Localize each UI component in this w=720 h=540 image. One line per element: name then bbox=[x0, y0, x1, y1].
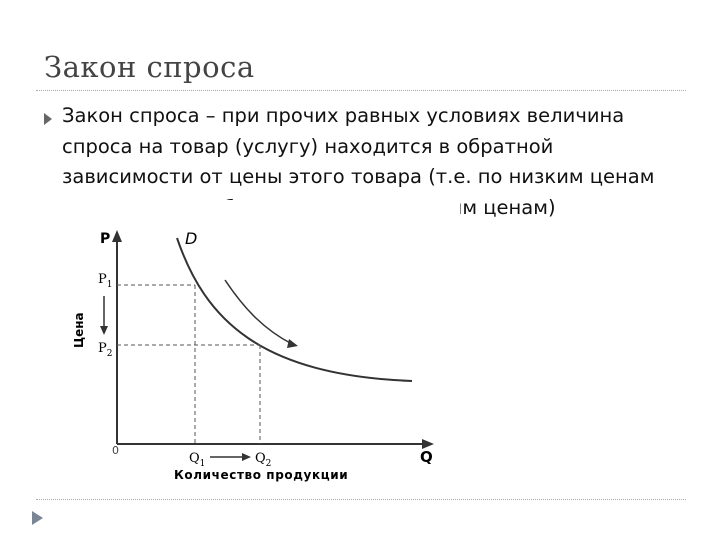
price-down-arrow-head bbox=[100, 326, 108, 335]
origin-label: 0 bbox=[112, 444, 119, 457]
footer-divider bbox=[36, 499, 686, 500]
p-axis-label: P bbox=[100, 231, 111, 247]
p-axis-arrow bbox=[112, 230, 122, 242]
slide-title: Закон спроса bbox=[44, 50, 255, 84]
p2-label: $P_2$ bbox=[98, 341, 113, 359]
bullet-arrow-icon bbox=[44, 113, 52, 125]
q-axis-label: Q bbox=[420, 448, 433, 466]
title-divider bbox=[36, 90, 686, 91]
curve-label: D bbox=[185, 229, 198, 248]
slide-body-text: Закон спроса – при прочих равных условиях величина спроса на товар (услугу) находится в обратной зависимости от цены этого товара (т.е. по низким ценам спрос на товар больше, чем по высоким ценам) bbox=[62, 104, 655, 219]
demand-graph bbox=[60, 200, 460, 495]
p1-label: $P_1$ bbox=[98, 272, 113, 290]
q2-label: $Q_2$ bbox=[255, 451, 272, 469]
shift-arrow-head bbox=[287, 339, 298, 348]
demand-curve bbox=[177, 238, 412, 381]
price-axis-title: Цена bbox=[72, 312, 86, 348]
quantity-right-arrow-head bbox=[242, 453, 251, 461]
shift-arrow bbox=[225, 280, 292, 344]
quantity-axis-title: Количество продукции bbox=[174, 468, 349, 482]
q1-label: $Q_1$ bbox=[189, 451, 206, 469]
corner-arrow-icon bbox=[32, 511, 43, 525]
